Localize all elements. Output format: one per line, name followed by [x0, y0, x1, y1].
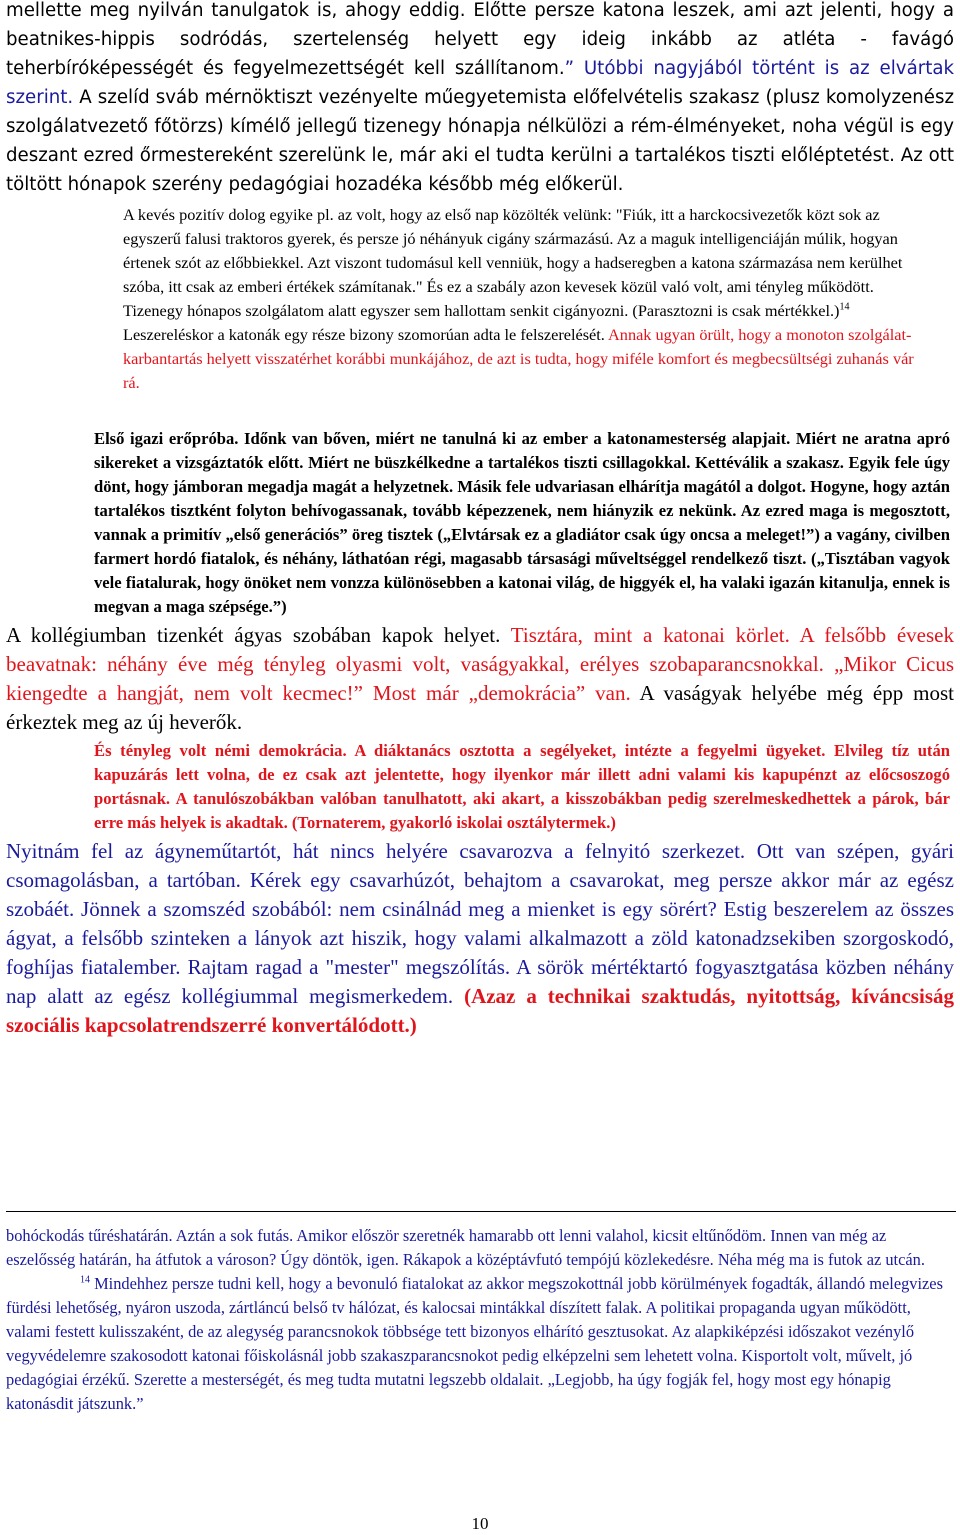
footnote-14 — [6, 1272, 956, 1416]
bold-democracy-text: És tényleg volt némi demokrácia. A diáktanács osztotta a segélyeket, intézte a fegyelmi ügyeket. Elvileg tíz után kapuzárás lett volna, de ez csak azt jelentette, hogy ilyenkor már illett adni valami kis kapupénzt az előcsoszogó portásnak. A tanulószobákban valóban tanulhatott, aki akart, a kisszobákban pedig szerelmeskedhettek a párok, bár erre más helyek is akadtak. (Tornaterem, gyakorló iskolai osztálytermek.) — [94, 741, 950, 832]
paragraph-bedframe — [6, 837, 954, 1040]
paragraph-bedframe-text: Nyitnám fel az ágyneműtartót, hát nincs helyére csavarozva a felnyitó szerkezet. Ott van szépen, gyári csomagolásban, a tartóban. Kérek egy csavarhúzót, behajtom a csavarokat, meg persze akkor már az egész szobáét. Jönnek a szomszéd szobából: nem csinálnád meg a mienket is egy sörért? Estig beszerelem az összes ágyat, a felsőbb szinteken a lányok azt hiszik, hogy valami alkalmazott a zöld katonadzsekiben szorgoskodó, foghíjas fiatalember. Rajtam ragad a "mester" megszólítás. A sörök mértéktartó fogyasztgatása közben néhány nap alatt az egész kollégiummal megismerkedem. — [6, 839, 954, 1008]
footnote-14-text: Mindehhez persze tudni kell, hogy a bevonuló fiatalokat az akkor megszokottnál jobb körülmények fogadták, állandó melegvizes fürdési lehetőség, nyáron uszoda, zártláncú belső tv hálózat, és kalocsai mintákkal díszített falak. A politikai propaganda ugyan működött, valami festett kulisszaként, de az alegység parancsnokok többsége tett bizonyos elhárító gesztusokat. Az alapkiképzési időszakot vezénylő vegyvédelemre szakosodott katonai főiskolásnál jobb szakaszparancsnokot pedig elképzelni sem lehetett volna. Kisportolt volt, művelt, jó pedagógiai érzékű. Szerette a mesterségét, és meg tudta mutatni legszebb oldalait. „Legjobb, ha úgy fogják fel, hogy most egy hónapig katonásdit játszunk.” — [6, 1274, 943, 1413]
paragraph-intro-text: mellette meg nyilván tanulgatok is, ahogy eddig. Előtte persze katona leszek, ami azt jelenti, hogy a beatnikes-hippis sodródás, szertelenség helyett egy ideig inkább az atléta - favágó teherbíróképességét és fegyelmezettségét kell szállítanom. — [6, 0, 954, 79]
footnote-ref-14[interactable]: 14 — [839, 301, 850, 313]
quote-text-2: Leszereléskor a katonák egy része bizony szomorúan adta le felszerelését. — [123, 325, 605, 344]
paragraph-bedframe-red-bold-text: (Azaz a technikai szaktudás, nyitottság, kíváncsiság szociális kapcsolatrendszerré konvertálódott.) — [6, 984, 954, 1037]
bold-commentary-text: Első igazi erőpróba. Időnk van bőven, miért ne tanulná ki az ember a katonamesterség alapjait. Miért ne aratna apró sikereket a vizsgáztatók előtt. Miért ne büszkélkedne a tartalékos tiszti csillagokkal. Kettéválik a szakasz. Egyik fele úgy dönt, hogy jámboran megadja magát a helyzetnek. Másik fele udvariasan elhárítja magától a dolgot. Hogyne, hogy aztán tartalékos tisztként folyton behívogassanak, tovább képezzenek, nem hiányzik ez nekünk. Az ezred maga is megosztott, vannak a primitív „első generációs” öreg tisztek („Elvtársak ez a gladiátor csak úgy oncsa a meleget!”) a vagány, civilben farmert hordó fiatalok, és néhány, láthatóan régi, magasabb társasági műveltséggel rendelkező tiszt. („Tisztában vagyok vele fiatalurak, hogy önöket nem vonzza különösebben a katonai világ, de higgyék el, ha valaki igazán kitanulja, ennek is megvan a maga szépsége.”) — [94, 429, 950, 616]
paragraph-dormitory-text: A kollégiumban tizenkét ágyas szobában kapok helyet. — [6, 623, 501, 647]
paragraph-dormitory-red-text: Tisztára, mint a katonai körlet. A felsőbb évesek beavatnak: néhány éve még tényleg olyasmi volt, vaságyakkal, erélyes szobaparancsnokkal. „Mikor Cicus kiengedte a hangját, nem volt kecmec!” Most már „demokrácia” van. — [6, 623, 954, 705]
footnote-continuation-text: bohóckodás tűréshatárán. Aztán a sok futás. Amikor először szeretnék hamarabb ott lenni valahol, kicsit eltűnődöm. Innen van még az eszelősség határán, ha átfutok a városon? Úgy döntök, igen. Rákapok a középtávfutó tempójú közlekedésre. Néha még ma is futok az utcán. — [6, 1226, 925, 1269]
quote-red-text: Annak ugyan örült, hogy a monoton szolgálat-karbantartás helyett visszatérhet korábbi munkájához, de azt is tudta, hogy miféle komfort és megbecsültségi zuhanás vár rá. — [123, 325, 914, 392]
page-number: 10 — [471, 1514, 489, 1533]
paragraph-intro-text-2: A szelíd sváb mérnöktiszt vezényelte műegyetemista előfelvételis szakasz (plusz komolyzenész szolgálatvezető főtörzs) kímélő jellegű tizenegy hónapja nélkülözi a rém-élményeket, noha végül is egy deszant ezred őrmestereként szerelünk le, már aki el tudta kerülni a tartalékos tiszti előléptetést. Az ott töltött hónapok szerény pedagógiai hozadéka később még előkerül. — [6, 87, 954, 195]
bold-democracy-block — [94, 739, 950, 835]
paragraph-intro — [6, 0, 954, 199]
quote-block — [123, 203, 934, 395]
footnote-continuation — [6, 1224, 956, 1272]
paragraph-dormitory — [6, 621, 954, 737]
bold-commentary-block — [94, 427, 950, 619]
quote-text: A kevés pozitív dolog egyike pl. az volt, hogy az első nap közölték velünk: "Fiúk, itt a harckocsivezetők közt sok az egyszerű falusi traktoros gyerek, és persze jó néhányuk cigány származású. Az a maguk intelligenciáján múlik, hogyan értenek szót az előbbiekkel. Azt viszont tudomásul kell venniük, hogy a hadseregben a katona származása nem kerülhet szóba, itt csak az emberi értékek számítanak." És ez a szabály azon kevesek közül való volt, ami tényleg működött. Tizenegy hónapos szolgálatom alatt egyszer sem hallottam senkit cigányozni. (Parasztozni is csak mértékkel.) — [123, 205, 903, 320]
footnotes-area — [6, 1224, 956, 1416]
footnote-separator — [6, 1211, 956, 1212]
paragraph-dormitory-text-2: A vaságyak helyébe még épp most érkeztek meg az új heverők. — [6, 681, 954, 734]
footnote-14-number: 14 — [80, 1274, 90, 1286]
paragraph-intro-blue-text: ” Utóbbi nagyjából történt is az elvártak szerint. — [6, 58, 954, 108]
